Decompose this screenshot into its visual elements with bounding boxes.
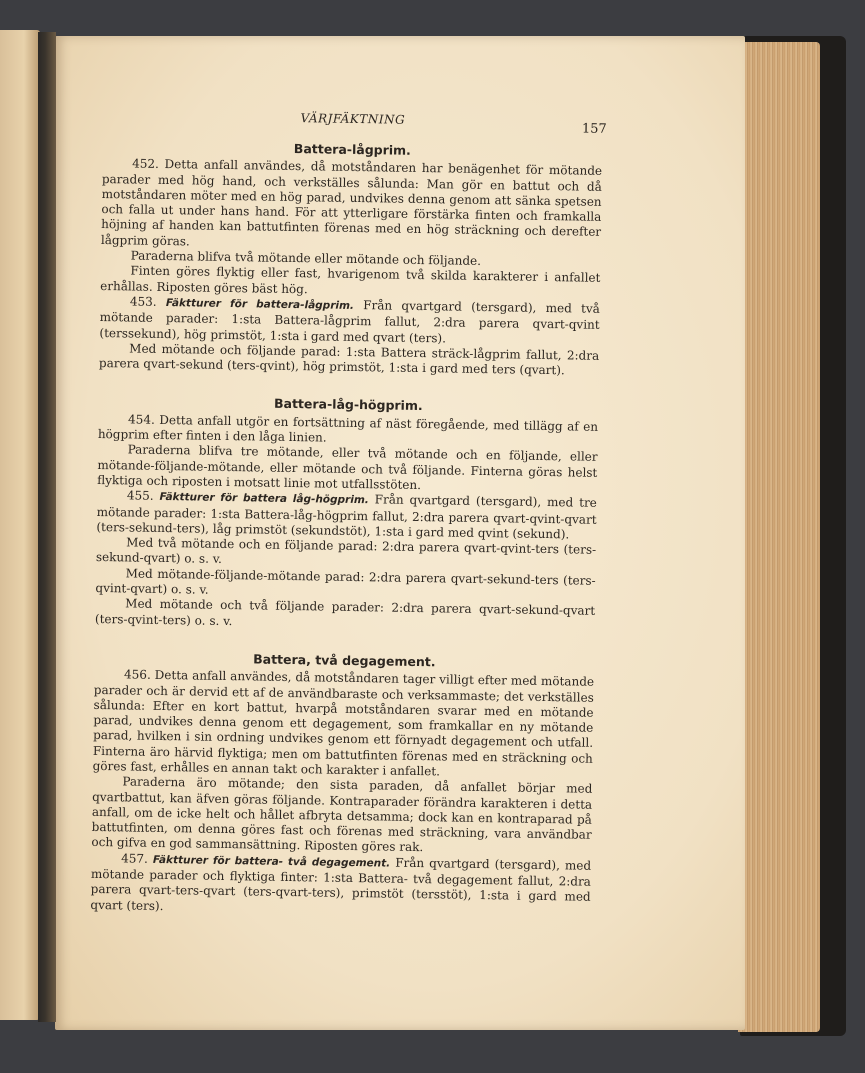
paragraph: [96, 488, 597, 543]
page-number: 157: [581, 121, 607, 137]
section-battera-lagprim: [99, 138, 603, 379]
paragraph: Paraderna blifva två mötande eller mötande och följande.: [130, 248, 482, 269]
page-edges: [738, 42, 820, 1032]
paragraph-number: 453.: [129, 294, 157, 309]
paragraph-number: 455.: [126, 488, 154, 504]
paragraph: Med mötande och två följande parader: 2:dra parera qvart-sekund-qvart (ters-qvint-ters) o. s. v.: [94, 596, 596, 628]
paragraph: [90, 851, 591, 921]
section-battera-tva-degagement: [90, 649, 594, 921]
section-battera-lag-hogprim: [95, 393, 599, 634]
paragraph-text: Från qvartgard (tersgard), med tre mötande parader: 1:sta Battera-låg-högprim fallut, 2:dra parera qvart-qvint-qvart (ters-sekund-ters), låg primstöt (sekundstöt), 1:sta i gard med qvint (sekund).: [96, 492, 597, 542]
left-page-edge: [0, 30, 40, 1020]
paragraph-text: Från qvartgard (tersgard), med två mötande parader: 1:sta Battera-lågprim fallut, 2:dra parera qvart-qvint (terssekund), hög primstöt, 1:sta i gard med qvart (ters).: [99, 298, 600, 345]
running-head-title: VÄRJFÄKTNING: [300, 111, 406, 127]
section-heading: Battera-låg-högprim.: [273, 396, 423, 414]
exercise-label: Fäktturer för battera låg-högprim.: [159, 491, 369, 507]
paragraph: 454. Detta anfall utgör en fortsättning af näst föregående, med tillägg af en högprim efter finten i den låga linien.: [97, 412, 599, 445]
paragraph: Paraderna äro mötande; den sista paraden, då anfallet börjar med qvartbattut, kan äfven göras följande. Kontraparader förändra karakteren i detta anfall, om de icke helt och hållet afbryta detsamma; dock kan en kontraparad på battutfinten, om denna göres fast och förenas med sträckning, vara användbar och gifva en god sammansättning. Riposten göres rak.: [91, 774, 593, 855]
section-heading: Battera-lågprim.: [293, 141, 412, 158]
paragraph-text: Från qvartgard (tersgard), med mötande parader och flyktiga finter: 1:sta Battera- två degagement fallut, 2:dra parera qvart-ters-qvart (ters-qvart-ters), primstöt (tersstöt), 1:sta i gard med qvart (ters).: [90, 855, 592, 913]
exercise-label: Fäktturer för battera-lågprim.: [165, 296, 355, 312]
paragraph: 456. Detta anfall användes, då motståndaren tager villigt efter med mötande parader och är dervid ett af de användbaraste och verksammaste; det verkställes sålunda: Efter en kort battut, hvarpå motståndaren svarar med en mötande parad, undvikes denna genom ett degagement, som framkallar en ny mötande parad, hvilken i sin ordning undvikes genom ett förnyadt degagement och utfall. Finterna äro härvid flyktiga; men om battutfinten förenas med en sträckning och göres fast, erhålles en annan takt och karakter i anfallet.: [92, 667, 595, 779]
paragraph: [99, 294, 600, 349]
paragraph: Finten göres flyktig eller fast, hvarigenom två skilda karakterer i anfallet erhållas. Riposten göres bäst hög.: [100, 263, 601, 296]
page-content: [90, 108, 607, 921]
book-gutter: [38, 32, 56, 1022]
section-heading: Battera, två degagement.: [253, 651, 436, 670]
paragraph: Med två mötande och en följande parad: 2:dra parera qvart-qvint-ters (ters-sekund-qvart) o. s. v.: [95, 535, 597, 567]
paragraph-number: 457.: [121, 851, 149, 866]
paragraph: Paraderna blifva tre mötande, eller två mötande och en följande, eller mötande-följande-mötande, eller mötande och två följande. Finterna göras helst flyktiga och riposten i motsatt linie mot utfallsstöten.: [97, 442, 598, 492]
paragraph: Med mötande och följande parad: 1:sta Battera sträck-lågprim fallut, 2:dra parera qvart-sekund (ters-qvint), hög primstöt, 1:sta i gard med ters (qvart).: [98, 341, 600, 378]
paragraph: Med mötande-följande-mötande parad: 2:dra parera qvart-sekund-ters (ters-qvint-qvart) o. s. v.: [95, 566, 596, 597]
paragraph: 452. Detta anfall användes, då motståndaren har benägenhet för mötande parader med hög hand, och verkställes sålunda: Man gör en battut och då motståndaren möter med en hög parad, undvikes denna genom att sänka spetsen och falla ut under hans hand. För att ytterligare förstärka finten och framkalla höjning af handen kan battutfinten förenas med en hög sträckning och derefter lågprim göras.: [100, 156, 603, 249]
exercise-label: Fäktturer för battera- två degagement.: [152, 853, 391, 870]
